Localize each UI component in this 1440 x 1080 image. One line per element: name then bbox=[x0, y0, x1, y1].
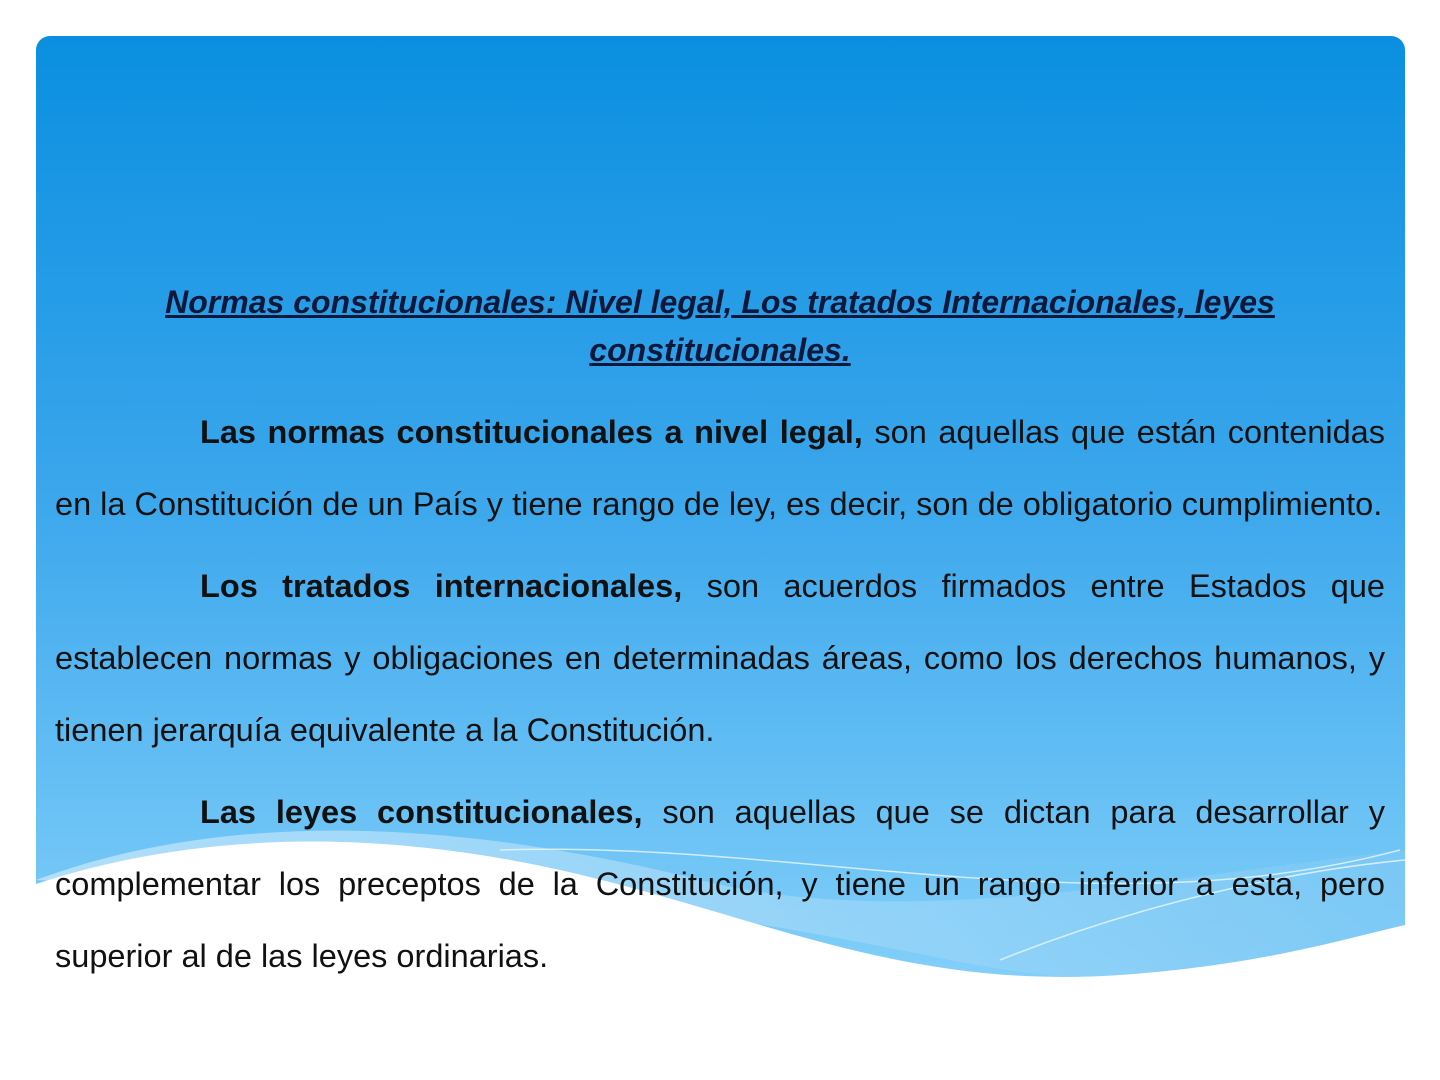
definition: son acuerdos firmados entre Estados que establecen normas y obligaciones en determinadas áreas, como los derechos humanos, y tienen jerarquía equivalente a la Constitución. bbox=[55, 568, 1385, 748]
definition: son aquellas que están contenidas en la Constitución de un País y tiene rango de ley, es decir, son de obligatorio cumplimiento. bbox=[55, 414, 1385, 522]
slide-content bbox=[55, 278, 1385, 1002]
paragraph-leyes bbox=[55, 776, 1385, 992]
term: Las leyes constitucionales, bbox=[200, 794, 643, 830]
paragraph-normas bbox=[55, 396, 1385, 540]
definition: son aquellas que se dictan para desarrollar y complementar los preceptos de la Constitución, y tiene un rango inferior a esta, pero superior al de las leyes ordinarias. bbox=[55, 794, 1385, 974]
slide-title: Normas constitucionales: Nivel legal, Los tratados Internacionales, leyes constitucionales. bbox=[165, 284, 1275, 368]
term: Los tratados internacionales, bbox=[200, 568, 683, 604]
term: Las normas constitucionales a nivel legal, bbox=[200, 414, 863, 450]
paragraph-tratados bbox=[55, 550, 1385, 766]
